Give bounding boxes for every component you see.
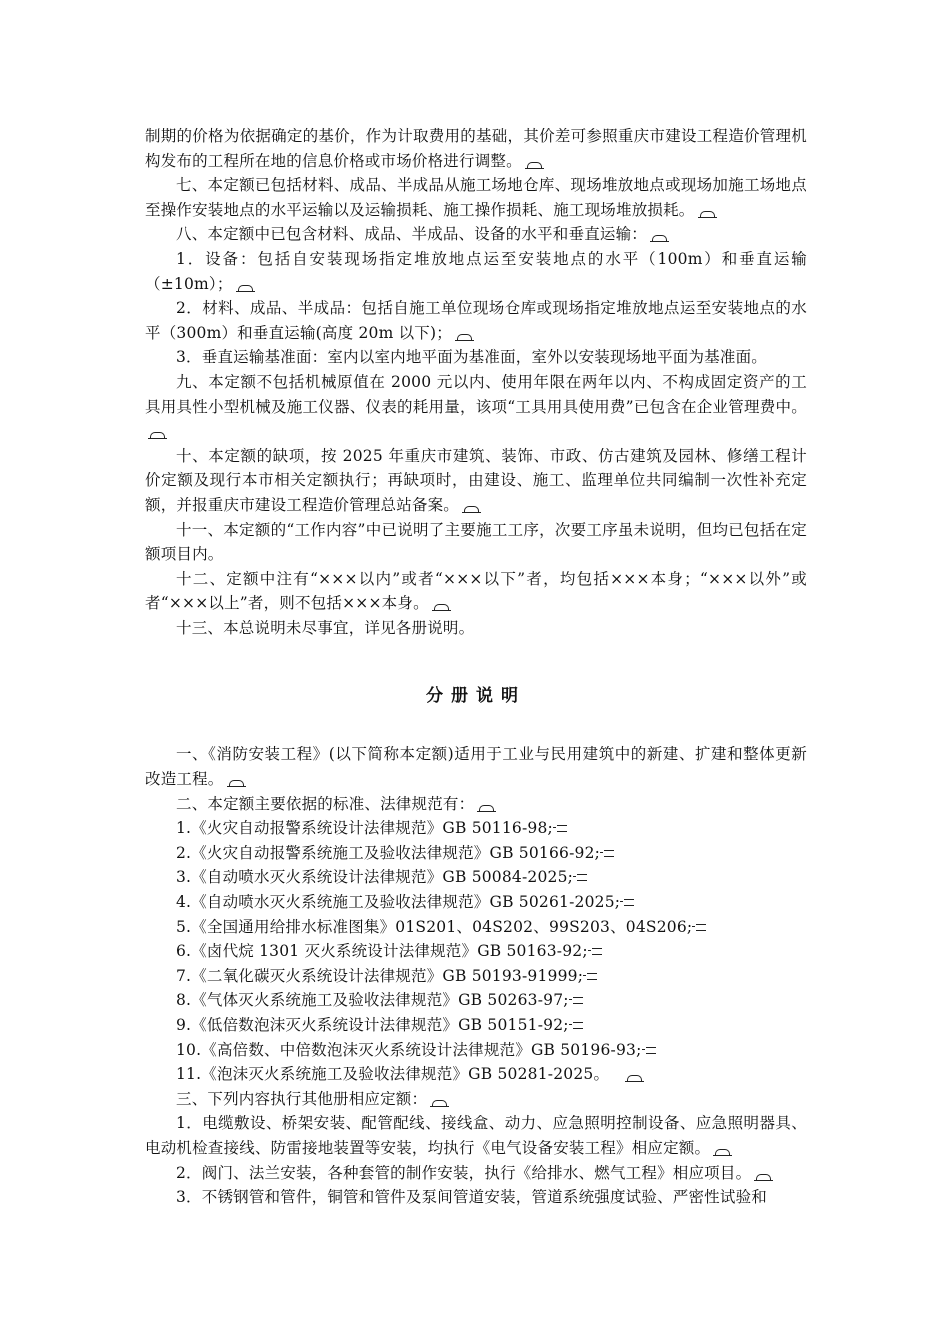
line-break-mark-icon bbox=[624, 899, 634, 906]
paragraph-mark-icon bbox=[434, 604, 449, 610]
paragraph-mark-icon bbox=[229, 780, 244, 786]
standard-list-item: 7.《二氧化碳灭火系统设计法律规范》GB 50193-91999; bbox=[145, 964, 807, 989]
line-break-mark-icon bbox=[577, 874, 587, 881]
paragraph-volume-item-3-2: 2．阀门、法兰安装，各种套管的制作安装，执行《给排水、燃气工程》相应项目。 bbox=[145, 1161, 807, 1186]
paragraph-volume-item-3: 三、下列内容执行其他册相应定额： bbox=[145, 1087, 807, 1112]
line-break-mark-icon bbox=[646, 1047, 656, 1054]
paragraph-item-13: 十三、本总说明未尽事宜，详见各册说明。 bbox=[176, 618, 475, 637]
paragraph-item-12: 十二、定额中注有“×××以内”或者“×××以下”者，均包括×××本身；“×××以外”或者“×××以上”者，则不包括×××本身。 bbox=[145, 569, 807, 613]
line-break-mark-icon bbox=[573, 997, 583, 1004]
paragraph-mark-icon bbox=[756, 1174, 771, 1180]
standard-list-item: 3.《自动喷水灭火系统设计法律规范》GB 50084-2025; bbox=[145, 865, 807, 890]
standard-list-item: 2.《火灾自动报警系统施工及验收法律规范》GB 50166-92; bbox=[145, 841, 807, 866]
standard-list-item: 9.《低倍数泡沫灭火系统设计法律规范》GB 50151-92; bbox=[145, 1013, 807, 1038]
paragraph-mark-icon bbox=[479, 805, 494, 811]
standard-list-item: 6.《卤代烷 1301 灭火系统设计法律规范》GB 50163-92; bbox=[145, 939, 807, 964]
standard-list-item: 8.《气体灭火系统施工及验收法律规范》GB 50263-97; bbox=[145, 988, 807, 1013]
paragraph-item-7: 七、本定额已包括材料、成品、半成品从施工场地仓库、现场堆放地点或现场加施工场地点至操作安装地点的水平运输以及运输损耗、施工操作损耗、施工现场堆放损耗。 bbox=[145, 176, 807, 219]
standard-list-item: 4.《自动喷水灭火系统施工及验收法律规范》GB 50261-2025; bbox=[145, 890, 807, 915]
paragraph-item-8-1: 1．设备：包括自安装现场指定堆放地点运至安装地点的水平（100m）和垂直运输（±10m）； bbox=[145, 249, 807, 293]
line-break-mark-icon bbox=[587, 973, 597, 980]
document-body bbox=[145, 124, 807, 1210]
paragraph-mark-icon bbox=[627, 1075, 642, 1081]
line-break-mark-icon bbox=[592, 948, 602, 955]
paragraph-item-11: 十一、本定额的“工作内容”中已说明了主要施工工序，次要工序虽未说明，但均已包括在定额项目内。 bbox=[145, 520, 807, 564]
paragraph-item-9: 九、本定额不包括机械原值在 2000 元以内、使用年限在两年以内、不构成固定资产的工具用具性小型机械及施工仪器、仪表的耗用量，该项“工具用具使用费”已包含在企业管理费中。 bbox=[145, 370, 807, 444]
paragraph-mark-icon bbox=[715, 1149, 730, 1155]
line-break-mark-icon bbox=[557, 825, 567, 832]
paragraph-mark-icon bbox=[432, 1100, 447, 1106]
paragraph-volume-item-3-3: 3．不锈钢管和管件，铜管和管件及泵间管道安装，管道系统强度试验、严密性试验和 bbox=[176, 1188, 767, 1207]
paragraph-volume-item-3-1: 1．电缆敷设、桥架安装、配管配线、接线盒、动力、应急照明控制设备、应急照明器具、电动机检查接线、防雷接地装置等安装，均执行《电气设备安装工程》相应定额。 bbox=[145, 1114, 807, 1157]
paragraph-item-8: 八、本定额中已包含材料、成品、半成品、设备的水平和垂直运输： bbox=[145, 222, 807, 247]
paragraph-volume-item-2: 二、本定额主要依据的标准、法律规范有： bbox=[145, 792, 807, 817]
standard-list-item: 5.《全国通用给排水标准图集》01S201、04S202、99S203、04S206; bbox=[145, 915, 807, 940]
standard-list-item: 11.《泡沫灭火系统施工及验收法律规范》GB 50281-2025。 bbox=[145, 1062, 807, 1087]
line-break-mark-icon bbox=[573, 1022, 583, 1029]
standard-list-item: 1.《火灾自动报警系统设计法律规范》GB 50116-98; bbox=[145, 816, 807, 841]
line-break-mark-icon bbox=[696, 924, 706, 931]
paragraph-mark-icon bbox=[150, 432, 165, 438]
paragraph-mark-icon bbox=[527, 162, 542, 168]
paragraph-mark-icon bbox=[700, 211, 715, 217]
paragraph-item-10: 十、本定额的缺项，按 2025 年重庆市建筑、装饰、市政、仿古建筑及园林、修缮工程计价定额及现行本市相关定额执行；再缺项时，由建设、施工、监理单位共同编制一次性补充定额，并报重庆市建设工程造价管理总站备案。 bbox=[145, 446, 807, 514]
paragraph-volume-item-1: 一、《消防安装工程》(以下简称本定额)适用于工业与民用建筑中的新建、扩建和整体更新改造工程。 bbox=[145, 745, 807, 789]
paragraph-item-8-3: 3．垂直运输基准面：室内以室内地平面为基准面，室外以安装现场地平面为基准面。 bbox=[176, 348, 767, 367]
section-heading: 分册说明 bbox=[426, 686, 526, 707]
line-break-mark-icon bbox=[604, 850, 614, 857]
paragraph-mark-icon bbox=[238, 285, 253, 291]
paragraph-item-8-2: 2．材料、成品、半成品：包括自施工单位现场仓库或现场指定堆放地点运至安装地点的水平（300m）和垂直运输(高度 20m 以下)； bbox=[145, 299, 807, 342]
paragraph-mark-icon bbox=[652, 235, 667, 241]
paragraph-price-continuation: 制期的价格为依据确定的基价，作为计取费用的基础，其价差可参照重庆市建设工程造价管理机构发布的工程所在地的信息价格或市场价格进行调整。 bbox=[145, 127, 807, 170]
standard-list-item: 10.《高倍数、中倍数泡沫灭火系统设计法律规范》GB 50196-93; bbox=[145, 1038, 807, 1063]
paragraph-mark-icon bbox=[464, 506, 479, 512]
paragraph-mark-icon bbox=[457, 334, 472, 340]
